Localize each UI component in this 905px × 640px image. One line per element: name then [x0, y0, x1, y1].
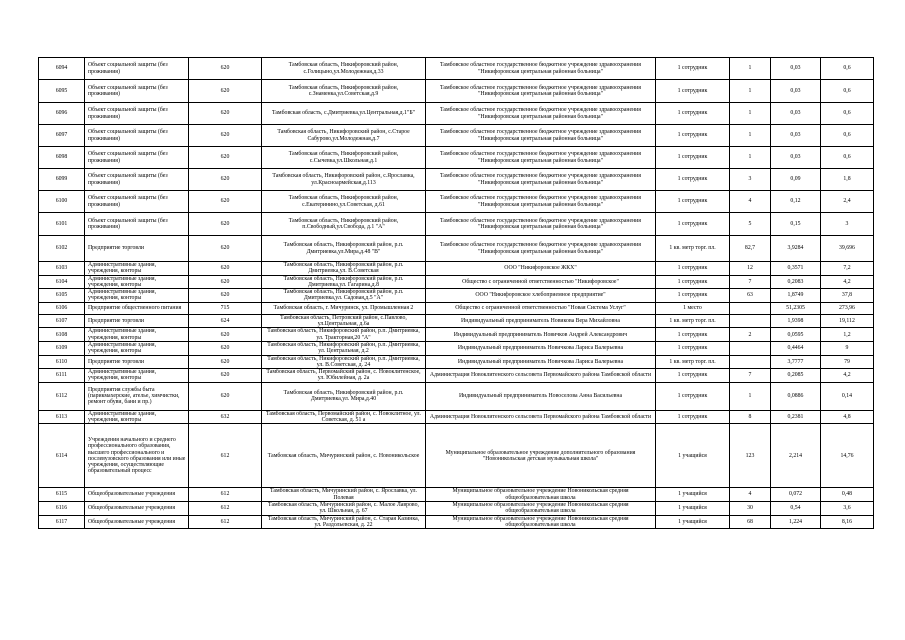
organization-name-cell: ООО "Никифоровское ЖКХ"	[426, 262, 656, 276]
norm-value-cell: 0,2083	[771, 275, 821, 289]
object-type-cell: Предприятие торговли	[85, 314, 189, 328]
total-value-cell: 79	[821, 355, 874, 369]
object-code-cell: 715	[189, 302, 262, 314]
row-id-cell: 6106	[39, 302, 85, 314]
row-id-cell: 6114	[39, 424, 85, 488]
table-row	[39, 103, 874, 125]
organization-name-cell: Индивидуальный предприниматель Новичков Андрей Александрович	[426, 328, 656, 342]
total-value-cell: 0,6	[821, 103, 874, 125]
object-type-cell: Административные здания, учреждения, конторы	[85, 341, 189, 355]
organization-name-cell: Тамбовское областное государственное бюджетное учреждение здравоохранения "Никифоровская центральная районная больница"	[426, 125, 656, 147]
total-value-cell: 273,96	[821, 302, 874, 314]
measure-unit-cell: 1 учащийся	[656, 515, 730, 529]
measure-unit-cell: 1 сотрудник	[656, 341, 730, 355]
object-type-cell: Объект социальной защиты (без проживания)	[85, 169, 189, 191]
measure-unit-cell: 1 сотрудник	[656, 80, 730, 103]
object-code-cell: 620	[189, 289, 262, 303]
table-row	[39, 341, 874, 355]
table-row	[39, 147, 874, 169]
norm-value-cell: 0,09	[771, 169, 821, 191]
table-row	[39, 355, 874, 369]
table-row	[39, 80, 874, 103]
organization-name-cell: Муниципальное образовательное учреждение Новоникольская средняя общеобразовательная школа	[426, 515, 656, 529]
object-address-cell: Тамбовская область, с.Дмитриевка,ул.Центральная,д.1"Б"	[262, 103, 426, 125]
object-code-cell: 620	[189, 262, 262, 276]
object-code-cell: 620	[189, 125, 262, 147]
table-row	[39, 488, 874, 502]
organization-name-cell: Тамбовское областное государственное бюджетное учреждение здравоохранения "Никифоровская центральная районная больница"	[426, 103, 656, 125]
row-id-cell: 6102	[39, 236, 85, 262]
object-type-cell: Объект социальной защиты (без проживания)	[85, 103, 189, 125]
row-id-cell: 6103	[39, 262, 85, 276]
measure-unit-cell: 1 учащийся	[656, 488, 730, 502]
quantity-cell: 1	[730, 103, 771, 125]
norm-value-cell: 0,0595	[771, 328, 821, 342]
quantity-cell	[730, 341, 771, 355]
table-row	[39, 515, 874, 529]
measure-unit-cell: 1 кв. метр торг. пл.	[656, 314, 730, 328]
table-row	[39, 275, 874, 289]
quantity-cell: 3	[730, 169, 771, 191]
object-type-cell: Общеобразовательные учреждения	[85, 501, 189, 515]
total-value-cell: 37,8	[821, 289, 874, 303]
object-code-cell: 620	[189, 103, 262, 125]
total-value-cell: 3	[821, 213, 874, 236]
measure-unit-cell: 1 сотрудник	[656, 289, 730, 303]
row-id-cell: 6112	[39, 382, 85, 410]
object-address-cell: Тамбовская область, Никифоровский район, с.Ярославка, ул.Красноармейская,д.113	[262, 169, 426, 191]
organization-name-cell: Индивидуальный предприниматель Новичкова Лариса Валерьевна	[426, 355, 656, 369]
table-row	[39, 369, 874, 383]
quantity-cell: 2	[730, 328, 771, 342]
measure-unit-cell: 1 место	[656, 302, 730, 314]
object-address-cell: Тамбовская область, Первомайский район, с. Новоклитенское, ул. Юбилейная, д. 2а	[262, 369, 426, 383]
row-id-cell: 6095	[39, 80, 85, 103]
quantity-cell: 1	[730, 147, 771, 169]
organization-name-cell: Тамбовское областное государственное бюджетное учреждение здравоохранения "Никифоровская центральная районная больница"	[426, 169, 656, 191]
table-row	[39, 328, 874, 342]
object-address-cell: Тамбовская область, Мичуринский район, с. Малое Лаврово, ул. Школьная, д. 67	[262, 501, 426, 515]
norm-value-cell: 0,12	[771, 191, 821, 213]
object-code-cell: 620	[189, 147, 262, 169]
organization-name-cell: Тамбовское областное государственное бюджетное учреждение здравоохранения "Никифоровская центральная районная больница"	[426, 80, 656, 103]
norm-value-cell: 0,072	[771, 488, 821, 502]
object-type-cell: Объект социальной защиты (без проживания)	[85, 213, 189, 236]
organization-name-cell: Общество с ограниченной ответственностью "Новая Система Услуг"	[426, 302, 656, 314]
object-code-cell: 620	[189, 328, 262, 342]
object-type-cell: Предприятия службы быта (парикмахерские, ателье, химчистки, ремонт обуви, бани и пр.)	[85, 382, 189, 410]
organization-name-cell: Муниципальное образовательное учреждение Новоникольская средняя общеобразовательная школа	[426, 488, 656, 502]
quantity-cell: 5	[730, 213, 771, 236]
object-address-cell: Тамбовская область, Никифоровский район, р.п. Дмитриевка, ул. Центральная, д.2	[262, 341, 426, 355]
object-code-cell: 620	[189, 213, 262, 236]
quantity-cell: 7	[730, 369, 771, 383]
object-address-cell: Тамбовская область, Никифоровский район, с.Знаменка,ул.Советская,д.9	[262, 80, 426, 103]
table-row	[39, 382, 874, 410]
total-value-cell: 39,696	[821, 236, 874, 262]
quantity-cell: 63	[730, 289, 771, 303]
measure-unit-cell: 1 сотрудник	[656, 328, 730, 342]
quantity-cell: 123	[730, 424, 771, 488]
table-row	[39, 125, 874, 147]
total-value-cell: 1,2	[821, 328, 874, 342]
table-row	[39, 236, 874, 262]
organization-name-cell: Общество с ограниченной ответственностью "Никифоровское"	[426, 275, 656, 289]
norm-value-cell: 51,2305	[771, 302, 821, 314]
row-id-cell: 6107	[39, 314, 85, 328]
object-type-cell: Объект социальной защиты (без проживания)	[85, 125, 189, 147]
quantity-cell: 68	[730, 515, 771, 529]
row-id-cell: 6101	[39, 213, 85, 236]
organization-name-cell: Администрация Новоклитенского сельсовета Первомайского района Тамбовской области	[426, 369, 656, 383]
organization-name-cell: Муниципальное образовательное учреждение дополнительного образования "Новоникольская детская музыкальная школа"	[426, 424, 656, 488]
measure-unit-cell: 1 сотрудник	[656, 125, 730, 147]
measure-unit-cell: 1 сотрудник	[656, 213, 730, 236]
norm-value-cell: 0,03	[771, 147, 821, 169]
row-id-cell: 6097	[39, 125, 85, 147]
measure-unit-cell: 1 сотрудник	[656, 382, 730, 410]
object-type-cell: Общеобразовательные учреждения	[85, 515, 189, 529]
row-id-cell: 6113	[39, 410, 85, 424]
object-type-cell: Административные здания, учреждения, конторы	[85, 328, 189, 342]
quantity-cell	[730, 355, 771, 369]
row-id-cell: 6116	[39, 501, 85, 515]
organization-name-cell: Тамбовское областное государственное бюджетное учреждение здравоохранения "Никифоровская центральная районная больница"	[426, 236, 656, 262]
row-id-cell: 6096	[39, 103, 85, 125]
registry-table	[38, 57, 874, 529]
object-code-cell: 624	[189, 314, 262, 328]
table-row	[39, 262, 874, 276]
measure-unit-cell: 1 сотрудник	[656, 369, 730, 383]
table-body	[39, 58, 874, 529]
quantity-cell	[730, 314, 771, 328]
measure-unit-cell: 1 сотрудник	[656, 262, 730, 276]
row-id-cell: 6115	[39, 488, 85, 502]
object-type-cell: Административные здания, учреждения, конторы	[85, 275, 189, 289]
norm-value-cell: 0,0886	[771, 382, 821, 410]
object-address-cell: Тамбовская область, г. Мичуринск, ул. Промышленная 2	[262, 302, 426, 314]
row-id-cell: 6100	[39, 191, 85, 213]
row-id-cell: 6108	[39, 328, 85, 342]
organization-name-cell: Муниципальное образовательное учреждение Новоникольская средняя общеобразовательная школа	[426, 501, 656, 515]
quantity-cell: 1	[730, 382, 771, 410]
organization-name-cell: Тамбовское областное государственное бюджетное учреждение здравоохранения "Никифоровская центральная районная больница"	[426, 213, 656, 236]
total-value-cell: 2,4	[821, 191, 874, 213]
object-address-cell: Тамбовская область, Никифоровский район, с.Голицыно,ул.Молодежная,д.33	[262, 58, 426, 80]
organization-name-cell: Администрация Новоклитенского сельсовета Первомайского района Тамбовской области	[426, 410, 656, 424]
table-row	[39, 302, 874, 314]
total-value-cell: 4,2	[821, 369, 874, 383]
object-code-cell: 612	[189, 488, 262, 502]
norm-value-cell: 0,03	[771, 80, 821, 103]
object-address-cell: Тамбовская область, Никифоровский район, р.п. Дмитриевка,ул. Садовая,д.5 "А"	[262, 289, 426, 303]
object-code-cell: 620	[189, 369, 262, 383]
object-address-cell: Тамбовская область, Никифоровский район, р.п. Дмитриевка,ул.Мира,д.48 "В"	[262, 236, 426, 262]
object-code-cell: 620	[189, 80, 262, 103]
organization-name-cell: ООО "Никифоровское хлебоприемное предприятие"	[426, 289, 656, 303]
quantity-cell	[730, 302, 771, 314]
total-value-cell: 4,2	[821, 275, 874, 289]
object-code-cell: 620	[189, 58, 262, 80]
object-code-cell: 632	[189, 410, 262, 424]
object-type-cell: Объект социальной защиты (без проживания)	[85, 191, 189, 213]
object-address-cell: Тамбовская область, Никифоровский район, р.п. Дмитриевка,ул. В.Советская	[262, 262, 426, 276]
organization-name-cell: Индивидуальный предприниматель Новоселова Анна Васильевна	[426, 382, 656, 410]
organization-name-cell: Тамбовское областное государственное бюджетное учреждение здравоохранения "Никифоровская центральная районная больница"	[426, 58, 656, 80]
table-row	[39, 424, 874, 488]
total-value-cell: 0,6	[821, 125, 874, 147]
measure-unit-cell: 1 сотрудник	[656, 410, 730, 424]
norm-value-cell: 0,2085	[771, 369, 821, 383]
object-code-cell: 620	[189, 355, 262, 369]
object-address-cell: Тамбовская область, Первомайский район, с. Новоклитное, ул. Советская, д. 51 а	[262, 410, 426, 424]
row-id-cell: 6105	[39, 289, 85, 303]
object-code-cell: 620	[189, 275, 262, 289]
document-sheet	[38, 57, 873, 529]
measure-unit-cell: 1 кв. метр торг. пл.	[656, 355, 730, 369]
table-row	[39, 501, 874, 515]
norm-value-cell: 0,15	[771, 213, 821, 236]
measure-unit-cell: 1 учащийся	[656, 501, 730, 515]
object-code-cell: 620	[189, 236, 262, 262]
norm-value-cell: 3,7777	[771, 355, 821, 369]
measure-unit-cell: 1 сотрудник	[656, 103, 730, 125]
norm-value-cell: 3,9284	[771, 236, 821, 262]
object-type-cell: Объект социальной защиты (без проживания)	[85, 80, 189, 103]
total-value-cell: 0,14	[821, 382, 874, 410]
object-type-cell: Предприятие торговли	[85, 355, 189, 369]
norm-value-cell: 0,03	[771, 125, 821, 147]
total-value-cell: 19,112	[821, 314, 874, 328]
object-address-cell: Тамбовская область, Никифоровский район, р.п. Дмитриевка, ул. В.Советская, д. 24	[262, 355, 426, 369]
norm-value-cell: 0,54	[771, 501, 821, 515]
norm-value-cell: 2,214	[771, 424, 821, 488]
total-value-cell: 0,6	[821, 58, 874, 80]
object-address-cell: Тамбовская область, Никифоровский район, р.п. Дмитриевка,ул. Гагарина,д.8	[262, 275, 426, 289]
table-row	[39, 58, 874, 80]
organization-name-cell: Тамбовское областное государственное бюджетное учреждение здравоохранения "Никифоровская центральная районная больница"	[426, 191, 656, 213]
object-code-cell: 612	[189, 501, 262, 515]
norm-value-cell: 0,3571	[771, 262, 821, 276]
object-address-cell: Тамбовская область, Никифоровский район, п.Свободный,ул.Свобода, д.1 "А"	[262, 213, 426, 236]
object-type-cell: Административные здания, учреждения, конторы	[85, 369, 189, 383]
object-address-cell: Тамбовская область, Никифоровский район, с.Сычевка,ул.Школьная,д.1	[262, 147, 426, 169]
table-row	[39, 410, 874, 424]
object-type-cell: Административные здания, учреждения, конторы	[85, 410, 189, 424]
total-value-cell: 3,6	[821, 501, 874, 515]
table-row	[39, 191, 874, 213]
organization-name-cell: Индивидуальный предприниматель Новичкова Лариса Валерьевна	[426, 341, 656, 355]
table-row	[39, 169, 874, 191]
object-address-cell: Тамбовская область, Мичуринский район, с. Ярославка, ул. Полевая	[262, 488, 426, 502]
object-address-cell: Тамбовская область, Никифоровский район, с.Старое Сабурово,ул.Молодежная,д.7	[262, 125, 426, 147]
object-code-cell: 612	[189, 424, 262, 488]
measure-unit-cell: 1 кв. метр торг. пл.	[656, 236, 730, 262]
norm-value-cell: 1,224	[771, 515, 821, 529]
object-type-cell: Общеобразовательные учреждения	[85, 488, 189, 502]
object-type-cell: Административные здания, учреждения, конторы	[85, 262, 189, 276]
row-id-cell: 6094	[39, 58, 85, 80]
total-value-cell: 0,6	[821, 147, 874, 169]
quantity-cell: 12	[730, 262, 771, 276]
norm-value-cell: 0,4464	[771, 341, 821, 355]
total-value-cell: 1,8	[821, 169, 874, 191]
row-id-cell: 6104	[39, 275, 85, 289]
object-type-cell: Административные здания, учреждения, конторы	[85, 289, 189, 303]
object-code-cell: 620	[189, 191, 262, 213]
quantity-cell: 4	[730, 488, 771, 502]
table-row	[39, 289, 874, 303]
table-row	[39, 314, 874, 328]
object-address-cell: Тамбовская область, Никифоровский район, р.п. Дмитриевка, ул. Тракторная,20 "А"	[262, 328, 426, 342]
row-id-cell: 6111	[39, 369, 85, 383]
table-row	[39, 213, 874, 236]
total-value-cell: 9	[821, 341, 874, 355]
organization-name-cell: Индивидуальный предприниматель Новикова Вера Михайловна	[426, 314, 656, 328]
organization-name-cell: Тамбовское областное государственное бюджетное учреждение здравоохранения "Никифоровская центральная районная больница"	[426, 147, 656, 169]
norm-value-cell: 0,03	[771, 58, 821, 80]
object-code-cell: 620	[189, 169, 262, 191]
quantity-cell: 82,7	[730, 236, 771, 262]
total-value-cell: 14,76	[821, 424, 874, 488]
measure-unit-cell: 1 сотрудник	[656, 58, 730, 80]
quantity-cell: 7	[730, 275, 771, 289]
object-code-cell: 612	[189, 515, 262, 529]
object-type-cell: Учреждения начального и среднего профессионального образования, высшего профессионального и послевузовского образования или иные учреждения, осуществляющие образовательный процесс	[85, 424, 189, 488]
quantity-cell: 4	[730, 191, 771, 213]
object-address-cell: Тамбовская область, Петровский район, с.Павлово, ул.Центральная, д.6а	[262, 314, 426, 328]
measure-unit-cell: 1 учащийся	[656, 424, 730, 488]
quantity-cell: 1	[730, 125, 771, 147]
object-address-cell: Тамбовская область, Никифоровский район, с.Екатеринино,ул.Советская, д.61	[262, 191, 426, 213]
norm-value-cell: 0,2381	[771, 410, 821, 424]
measure-unit-cell: 1 сотрудник	[656, 275, 730, 289]
object-address-cell: Тамбовская область, Никифоровский район, р.п. Дмитриевка,ул. Мира,д.40	[262, 382, 426, 410]
measure-unit-cell: 1 сотрудник	[656, 169, 730, 191]
quantity-cell: 1	[730, 58, 771, 80]
object-code-cell: 620	[189, 341, 262, 355]
norm-value-cell: 1,8749	[771, 289, 821, 303]
object-type-cell: Объект социальной защиты (без проживания)	[85, 147, 189, 169]
object-type-cell: Объект социальной защиты (без проживания)	[85, 58, 189, 80]
total-value-cell: 8,16	[821, 515, 874, 529]
total-value-cell: 7,2	[821, 262, 874, 276]
measure-unit-cell: 1 сотрудник	[656, 191, 730, 213]
quantity-cell: 1	[730, 80, 771, 103]
object-address-cell: Тамбовская область, Мичуринский район, с. Новоникольское	[262, 424, 426, 488]
measure-unit-cell: 1 сотрудник	[656, 147, 730, 169]
object-address-cell: Тамбовская область, Мичуринский район, с. Старая Казинка, ул. Раздольевская, д. 22	[262, 515, 426, 529]
total-value-cell: 4,8	[821, 410, 874, 424]
row-id-cell: 6098	[39, 147, 85, 169]
total-value-cell: 0,6	[821, 80, 874, 103]
row-id-cell: 6109	[39, 341, 85, 355]
row-id-cell: 6110	[39, 355, 85, 369]
norm-value-cell: 1,9398	[771, 314, 821, 328]
total-value-cell: 0,48	[821, 488, 874, 502]
object-code-cell: 620	[189, 382, 262, 410]
norm-value-cell: 0,03	[771, 103, 821, 125]
object-type-cell: Предприятие общественного питания	[85, 302, 189, 314]
row-id-cell: 6099	[39, 169, 85, 191]
row-id-cell: 6117	[39, 515, 85, 529]
quantity-cell: 8	[730, 410, 771, 424]
quantity-cell: 30	[730, 501, 771, 515]
object-type-cell: Предприятие торговли	[85, 236, 189, 262]
